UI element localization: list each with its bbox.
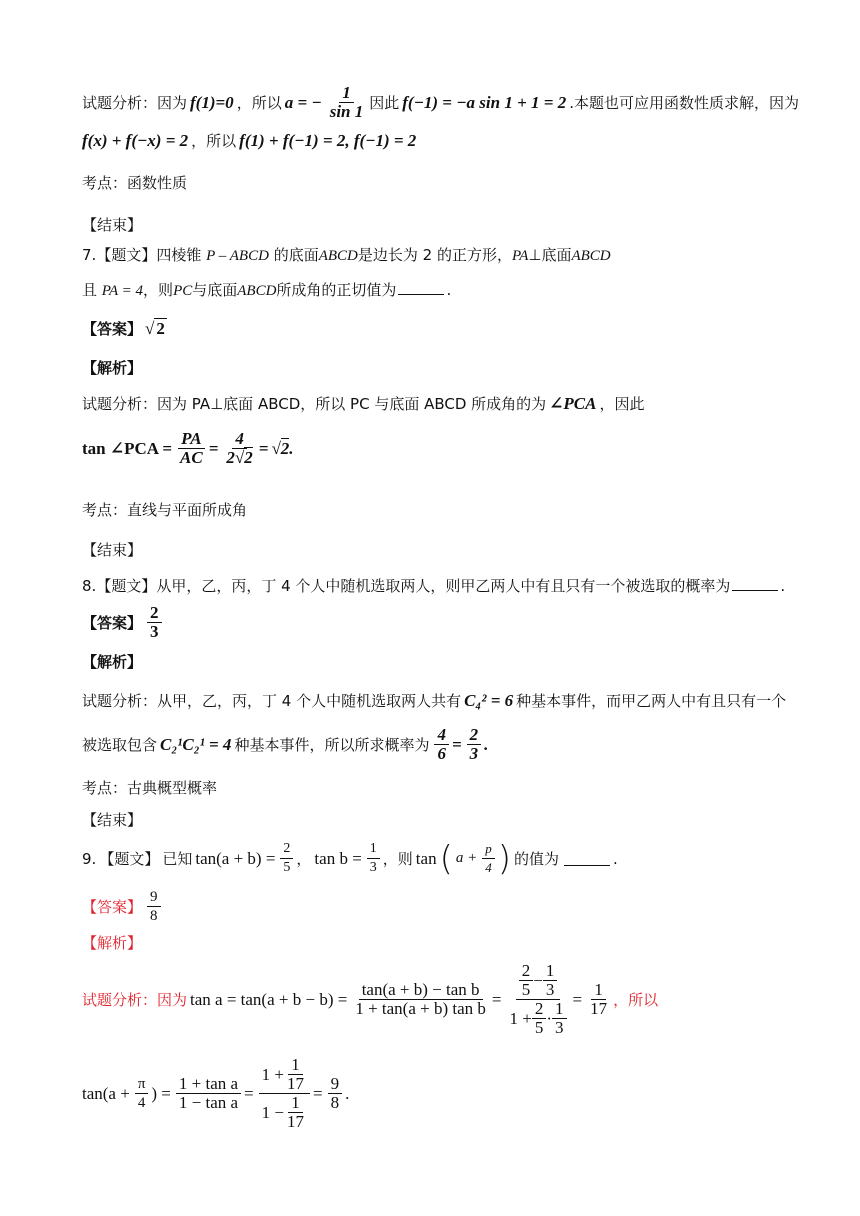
fraction: $\frac{2}{3}$: [147, 604, 162, 641]
sqrt-2: √2.: [271, 438, 294, 458]
q9-analysis-line2: tan(a + $\frac{\pi}{4}$ ) = $\frac{\text{1 + tan a}}{\text{1 − tan a}}$ = 1 + $\frac{1}{17}$ 1 − $\frac{1}{17}$ = $\frac{9}{8}$ .: [82, 1055, 350, 1131]
fraction: $\frac{p}{4}$: [482, 840, 495, 877]
analysis-text: .本题也可应用函数性质求解，因为: [569, 94, 799, 112]
fraction: $\frac{9}{8}$: [328, 1075, 343, 1112]
compound-fraction: 1 + $\frac{1}{17}$ 1 − $\frac{1}{17}$: [259, 1056, 310, 1131]
q7-question-line1: 7.【题文】四棱锥 P – ABCD 的底面ABCD是边长为 2 的正方形，PA⊥底面ABCD: [82, 246, 611, 264]
analysis-text: ，所以: [236, 94, 282, 112]
answer-label: 【答案】: [82, 614, 143, 632]
math-expr: f(x) + f(−x) = 2: [82, 130, 189, 150]
math-expr: f(−1) = −a sin 1 + 1 = 2: [402, 92, 567, 112]
answer-blank: [564, 851, 610, 866]
q8-question: 8.【题文】从甲，乙，丙，丁 4 个人中随机选取两人，则甲乙两人中有且只有一个被选取的概率为 .: [82, 577, 786, 595]
q8-analysis-line2: 被选取包含 C₂¹C₂¹ = 4 种基本事件，所以所求概率为 $\frac{4}{6}$ = $\frac{2}{3}$ .: [82, 725, 489, 763]
answer-blank: [398, 280, 444, 295]
q7-question-line2: 且 PA = 4，则PC与底面ABCD所成角的正切值为 .: [82, 281, 452, 299]
math-expr: f(1)=0: [190, 92, 234, 112]
q8-analysis-line1: 试题分析：从甲，乙，丙，丁 4 个人中随机选取两人共有 C₄² = 6 种基本事件，而甲乙两人中有且只有一个: [82, 690, 787, 710]
q6-analysis-line1: [82, 84, 802, 121]
q7-analysis-line1: 试题分析：因为 PA⊥底面 ABCD，所以 PC 与底面 ABCD 所成角的为 ∠PCA ，因此: [82, 393, 645, 413]
fraction: $\frac{1}{17}$: [590, 980, 608, 1018]
fraction: $\frac{\text{1 + tan a}}{\text{1 − tan a}}$: [176, 1075, 241, 1112]
q8-end-marker: 【结束】: [82, 811, 143, 829]
compound-fraction: $\frac{2}{5}$ − $\frac{1}{3}$ 1 + $\frac{2}{5}$ · $\frac{1}{3}$: [507, 962, 570, 1037]
fraction: $\frac{4}{2√2}$: [226, 429, 253, 467]
q7-kaodian: 考点：直线与平面所成角: [82, 501, 248, 519]
q7-analysis-label: 【解析】: [82, 359, 143, 377]
q8-analysis-label: 【解析】: [82, 653, 143, 671]
answer-label: 【答案】: [82, 320, 143, 338]
analysis-text: 因此: [369, 94, 400, 112]
q8-answer: [82, 604, 165, 641]
q6-end-marker: 【结束】: [82, 216, 143, 234]
equals: =: [208, 438, 219, 458]
answer-blank: [732, 576, 778, 591]
equals: =: [258, 438, 269, 458]
math-expr: a = −: [284, 92, 322, 112]
q7-answer: [82, 318, 170, 339]
q7-tan-equation: tan ∠PCA = $\frac{PA}{AC}$ = $\frac{4}{2√2}$ = √2.: [82, 429, 294, 467]
fraction: $\frac{\pi}{4}$: [135, 1075, 149, 1112]
analysis-text: ，所以: [191, 132, 237, 150]
sqrt-2: √ 2: [145, 318, 165, 338]
q8-kaodian: 考点：古典概型概率: [82, 779, 218, 797]
fraction: $\frac{4}{6}$: [434, 726, 449, 763]
fraction: $\frac{PA}{AC}$: [180, 429, 203, 467]
answer-label: 【答案】: [82, 898, 143, 916]
fraction: $\frac{1}{3}$: [367, 840, 380, 877]
q6-analysis-line2: [82, 130, 419, 151]
q9-question: 9. 【题文】 已知 tan(a + b) = $\frac{2}{5}$ ， tan b = $\frac{1}{3}$ ，则 tan ( a + $\frac{p}{4}$ ) 的值为 .: [82, 838, 618, 879]
q7-end-marker: 【结束】: [82, 541, 143, 559]
q9-answer: [82, 888, 164, 925]
fraction: $\frac{2}{3}$: [467, 726, 482, 763]
fraction: $\frac{2}{5}$: [280, 840, 293, 877]
q9-analysis-line1: 试题分析：因为 tan a = tan(a + b − b) = $\frac{\text{tan(a + b) − tan b}}{\text{1 + tan(a + b) tan b}}$ = $\frac{2}{5}$ − $\frac{1}{3}$ 1 + $\frac{2}{5}$ · $\frac{1}{3}$ = $\frac{1}{17}$ ，所以: [82, 961, 659, 1037]
math-expr: f(1) + f(−1) = 2, f(−1) = 2: [239, 130, 417, 150]
analysis-text: 试题分析：因为: [82, 94, 188, 112]
fraction: $\frac{\text{tan(a + b) − tan b}}{\text{1 + tan(a + b) tan b}}$: [355, 980, 486, 1018]
fraction: $\frac{9}{8}$: [147, 888, 161, 925]
q6-kaodian: 考点：函数性质: [82, 174, 188, 192]
fraction: $\frac{1}{\sin 1}$: [329, 83, 364, 121]
q9-analysis-label: 【解析】: [82, 934, 143, 952]
